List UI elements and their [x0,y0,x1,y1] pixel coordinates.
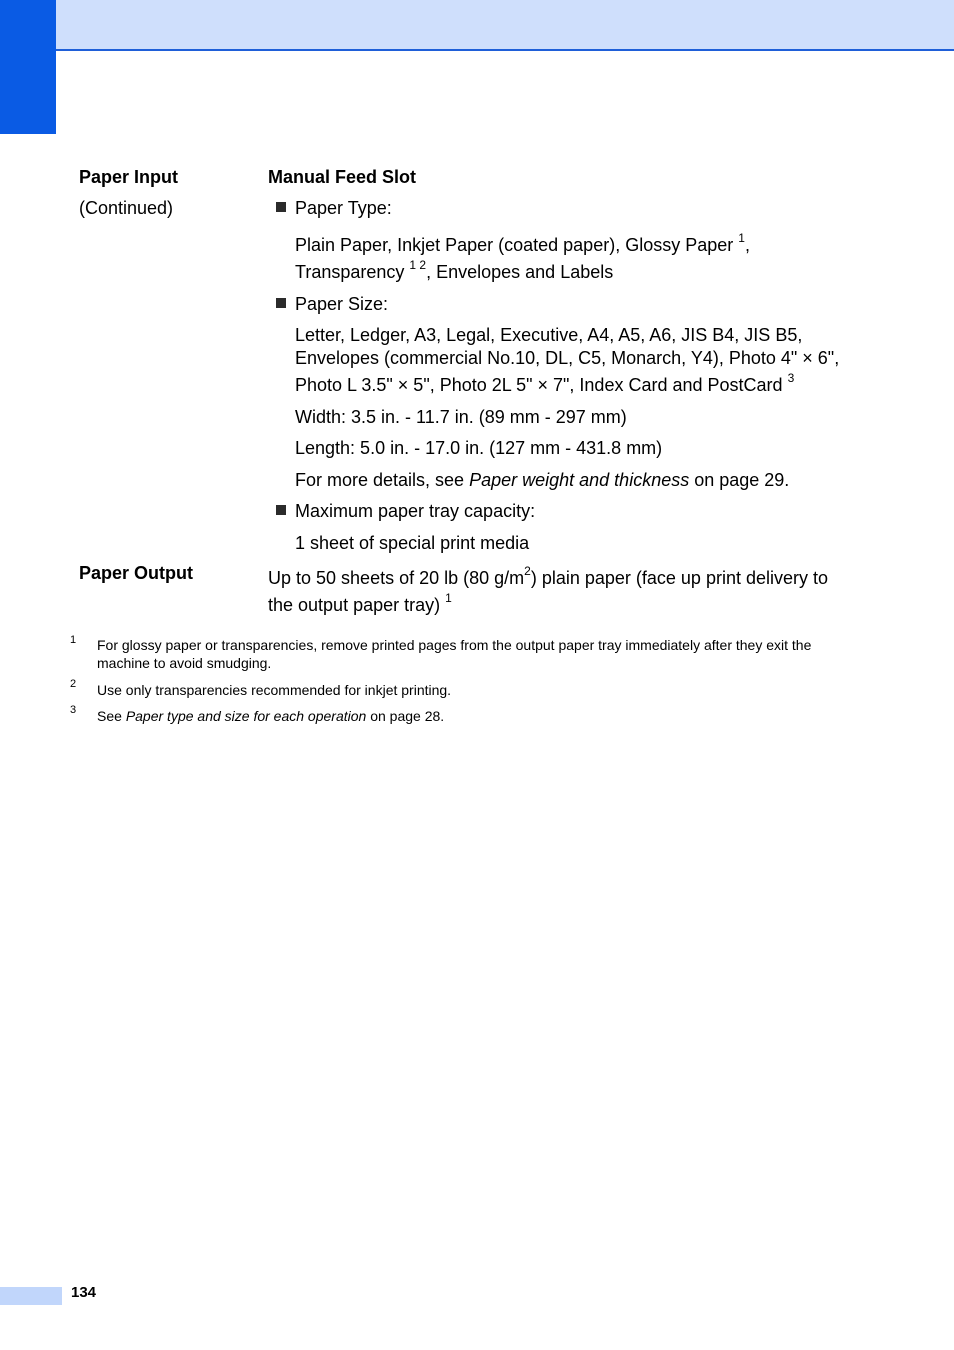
paper-type-label: Paper Type: [295,198,392,218]
paper-output-line-2: the output paper tray) $^1$ [268,591,452,615]
chapter-side-tab [0,0,56,134]
footnote-1-line-2: machine to avoid smudging. [97,655,272,671]
footnote-ref: 1 [738,231,745,245]
footnote-number: 1 [70,634,77,646]
footnote-1-line-1: For glossy paper or transparencies, remove printed pages from the output paper tray immediately after they exit the [97,637,812,653]
paper-size-label: Paper Size: [295,294,389,314]
tray-capacity-label: Maximum paper tray capacity: [295,501,536,521]
more-details-line: For more details, see Paper weight and thickness on page 29. [295,470,790,490]
paper-input-heading: Paper Input [79,167,179,187]
paper-size-line-2: Envelopes (commercial No.10, DL, C5, Monarch, Y4), Photo 4" × 6", [295,348,840,368]
footnote-ref: 1 2 [409,258,427,272]
footnote-2: Use only transparencies recommended for inkjet printing. [97,682,452,698]
footer-band [0,1287,62,1305]
paper-size-line-1: Letter, Ledger, A3, Legal, Executive, A4, A5, A6, JIS B4, JIS B5, [295,325,803,345]
footnote-3: See Paper type and size for each operation on page 28. [97,708,445,724]
header-band [0,0,954,51]
continued-label: (Continued) [79,198,174,218]
footnote-ref: 1 [445,591,452,605]
paper-type-line-1: Plain Paper, Inkjet Paper (coated paper), Glossy Paper $^1$, [295,231,750,255]
tray-capacity-value: 1 sheet of special print media [295,533,530,553]
bullet-square-icon [276,505,286,515]
paper-size-line-3: Photo L 3.5" × 5", Photo 2L 5" × 7", Index Card and PostCard $^3$ [295,371,795,395]
paper-weight-reference-link[interactable]: Paper weight and thickness [469,470,690,490]
page-number: 134 [71,1284,97,1301]
footnote-number: 2 [70,678,77,690]
paper-type-reference-link[interactable]: Paper type and size for each operation [125,708,367,724]
footnote-ref: 2 [524,564,531,578]
paper-output-line-1: Up to 50 sheets of 20 lb (80 $g/m^2$) plain paper (face up print delivery to [268,564,829,588]
paper-width-range: Width: 3.5 in. - 11.7 in. (89 mm - 297 mm) [295,407,627,427]
footnote-number: 3 [70,704,77,716]
manual-feed-slot-title: Manual Feed Slot [268,167,417,187]
bullet-square-icon [276,202,286,212]
paper-type-line-2: Transparency $^{1 2}$, Envelopes and Labels [295,258,614,282]
paper-length-range: Length: 5.0 in. - 17.0 in. (127 mm - 431.8 mm) [295,438,663,458]
paper-output-heading: Paper Output [79,563,194,583]
footnote-ref: 3 [787,371,795,385]
bullet-square-icon [276,298,286,308]
